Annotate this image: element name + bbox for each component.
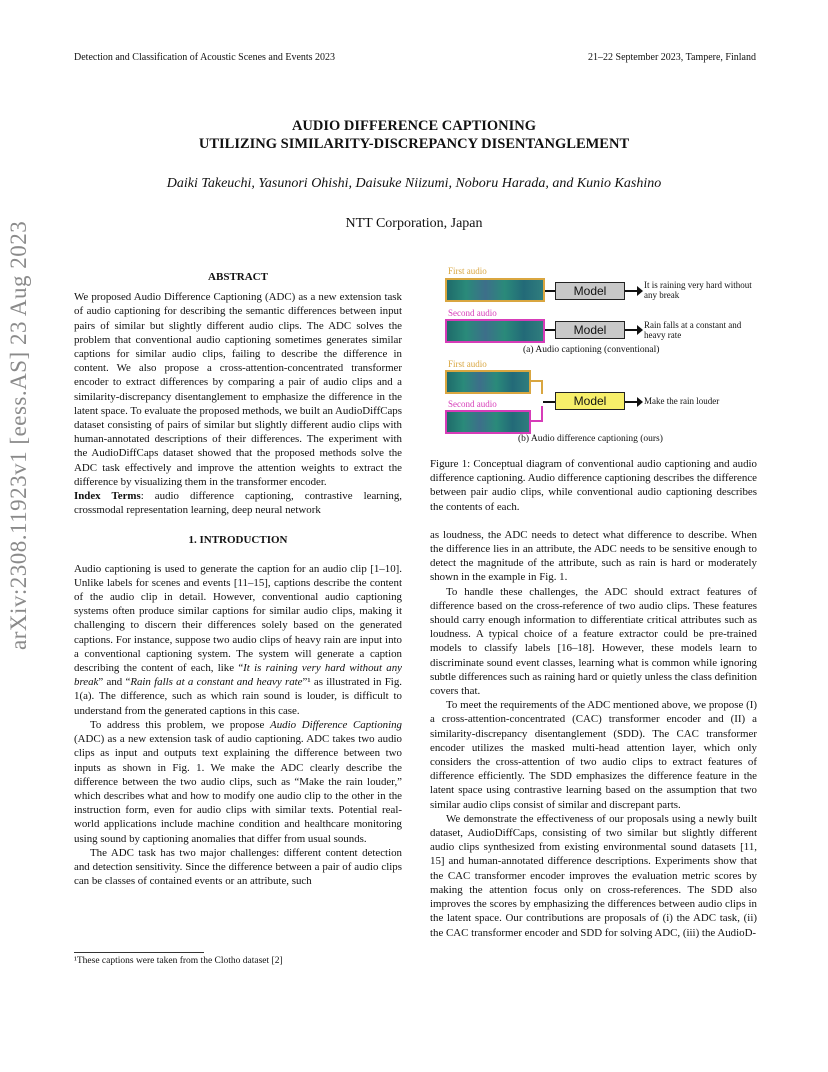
authors: Daiki Takeuchi, Yasunori Ohishi, Daisuke Niizumi, Noboru Harada, and Kunio Kashino <box>166 176 662 191</box>
title-line-2: UTILIZING SIMILARITY-DISCREPANCY DISENTANGLEMENT <box>198 136 630 152</box>
title-line-1: AUDIO DIFFERENCE CAPTIONING <box>291 118 537 134</box>
affiliation: NTT Corporation, Japan <box>345 216 483 231</box>
arrow-a1-out <box>625 290 639 292</box>
index-terms-label: Index Terms <box>74 490 141 503</box>
intro-paragraph-1 <box>74 562 402 718</box>
intro-heading: 1. INTRODUCTION <box>188 534 288 547</box>
running-header-right: 21–22 September 2023, Tampere, Finland <box>588 52 756 63</box>
right-paragraph-3: To meet the requirements of the ADC mentioned above, we propose (I) a cross-attention-concentrated (CAC) transformer encoder and (II) a similarity-discrepancy disentanglement (SDD). The CAC transformer encoder utilizes the masked multi-head attention layer, which only considers the cross-attention of two audio clips to extract features of difference efficiently. The SDD emphasizes the difference feature in the latent space using contrastive learning based on the assumption that two similar audio clips consist of similar and discrepant parts. <box>430 699 757 811</box>
second-audio-spectrogram-b <box>445 410 531 434</box>
caption-b: Make the rain louder <box>644 396 720 406</box>
right-paragraph-1: as loudness, the ADC needs to detect what difference to describe. When the difference lies in an attribute, the ADC needs to be sensitive enough to detect the magnitude of the attribute, such as rain is hard or moderately shown in the example in Fig. 1. <box>430 528 757 584</box>
figure-1 <box>445 266 757 452</box>
right-column <box>430 457 757 940</box>
intro-paragraph-3: The ADC task has two major challenges: different content detection and detection sensitivity. Since the difference between a pair of audio clips can be classes of contained events or an attribute, such <box>74 846 402 888</box>
second-audio-label-b: Second audio <box>448 399 497 409</box>
paper-title <box>0 117 828 153</box>
footnote: ¹These captions were taken from the Clotho dataset [2] <box>74 956 283 966</box>
footnote-rule <box>74 952 204 953</box>
intro-paragraph-2 <box>74 718 402 846</box>
first-audio-spectrogram-b <box>445 370 531 394</box>
connector-second <box>531 406 543 422</box>
first-audio-label-a: First audio <box>448 266 487 276</box>
intro-p2-text-a: To address this problem, we propose <box>90 718 271 731</box>
intro-p1-text-c: ”¹ as illustrated in Fig. 1(a). The difference, such as which rain sound is louder, is difficult to understand from the generated captions in this case. <box>74 676 402 717</box>
first-audio-spectrogram-a <box>445 278 545 302</box>
left-column <box>74 270 402 888</box>
intro-p1-quote-1: It is raining very hard without any break <box>74 662 403 689</box>
running-header-left: Detection and Classification of Acoustic Scenes and Events 2023 <box>74 52 336 63</box>
connector-first <box>531 380 543 394</box>
caption-a2: Rain falls at a constant and heavy rate <box>644 320 742 340</box>
index-terms-text: : audio difference captioning, contrastive learning, crossmodal representation learning, deep neural network <box>74 490 402 517</box>
abstract-heading: ABSTRACT <box>208 271 268 283</box>
second-audio-label-a: Second audio <box>448 308 497 318</box>
intro-p1-quote-2: Rain falls at a constant and heavy rate <box>130 676 303 689</box>
abstract-text: We proposed Audio Difference Captioning (ADC) as a new extension task of audio captioning for describing the semantic differences between input pairs of similar but slightly different audio clips. The ADC solves the problem that conventional audio captioning sometimes generates similar captions for similar audio clips, failing to describe the difference in content. We also propose a cross-attention-concentrated transformer encoder to extract differences by comparing a pair of audio clips and a similarity-discrepancy disentanglement to emphasize the difference in the latent space. To evaluate the proposed methods, we built an AudioDiffCaps dataset consisting of pairs of similar but slightly different audio clips with human-annotated descriptions of their differences. The experiment with the AudioDiffCaps dataset showed that the proposed methods solve the ADC task effectively and improve the attention weights to extract the difference by visualizing them in the transformer encoder. <box>74 291 402 488</box>
intro-p1-text-a: Audio captioning is used to generate the caption for an audio clip [1–10]. Unlike labels for scenes and events [11–15], captions describe the content of the audio clip in detail. However, conventional audio captioning systems often produce similar captions for similar audio clips, making it challenging to discern their differences solely based on the generated captions. For instance, suppose two audio clips of heavy rain are input into a conventional captioning system. The system will generate a caption describing the content of each, like “ <box>74 562 402 675</box>
subcaption-a: (a) Audio captioning (conventional) <box>523 345 660 355</box>
index-terms <box>74 489 402 517</box>
arrow-b-out <box>625 401 639 403</box>
model-box-a1: Model <box>555 282 625 300</box>
intro-p2-emphasis: Audio Difference Captioning <box>270 718 403 731</box>
caption-a1: It is raining very hard without any break <box>644 280 752 300</box>
arrow-a2-out <box>625 329 639 331</box>
model-box-a2: Model <box>555 321 625 339</box>
second-audio-spectrogram-a <box>445 319 545 343</box>
arxiv-stamp: arXiv:2308.11923v1 [eess.AS] 23 Aug 2023 <box>6 220 31 650</box>
intro-p2-text-b: (ADC) as a new extension task of audio captioning. ADC takes two audio clips as input and outputs text explaining the difference between two inputs as shown in Fig. 1. We make the ADC clearly describe the difference between the two audio clips, such as “Make the rain louder,” which describes what and how to modify one audio clip to the other in the instruction form, even for audio clips with similar texts. Potential real-world applications include machine condition and healthcare monitoring using sound by captioning anomalies that differ from usual sounds. <box>74 733 402 845</box>
intro-p1-text-b: ” and “ <box>98 676 131 689</box>
model-box-b: Model <box>555 392 625 410</box>
first-audio-label-b: First audio <box>448 359 487 369</box>
right-paragraph-2: To handle these challenges, the ADC should extract features of difference based on the cross-reference of two audio clips. These features should carry enough information to differentiate critical attributes such as loudness. A typical choice of a feature extractor could be pre-trained models to classify labels [16–18]. However, these models learn to discriminate sound event classes, learning what is common while ignoring subtle differences such as raining hard or quietly unless the class definition covers that. <box>430 585 757 698</box>
subcaption-b: (b) Audio difference captioning (ours) <box>518 434 663 444</box>
right-paragraph-4: We demonstrate the effectiveness of our proposals using a newly built dataset, AudioDiffCaps, consisting of two similar but slightly different audio clips synthesized from existing environmental sound datasets [11, 15] and human-annotated difference descriptions. Experiments show that the CAC transformer encoder improves the evaluation metric scores by making the attention focus only on cross-references. The SDD also improves the scores by emphasizing the differences between audio clips in the latent space. Our contributions are proposals of (i) the ADC task, (ii) the CAC transformer encoder and SDD for solving ADC, (iii) the AudioD- <box>430 812 757 939</box>
figure-1-caption: Figure 1: Conceptual diagram of conventional audio captioning and audio difference captioning. Audio difference captioning describes the difference between pair audio clips, while conventional audio captioning describes the contents of each. <box>430 458 757 513</box>
